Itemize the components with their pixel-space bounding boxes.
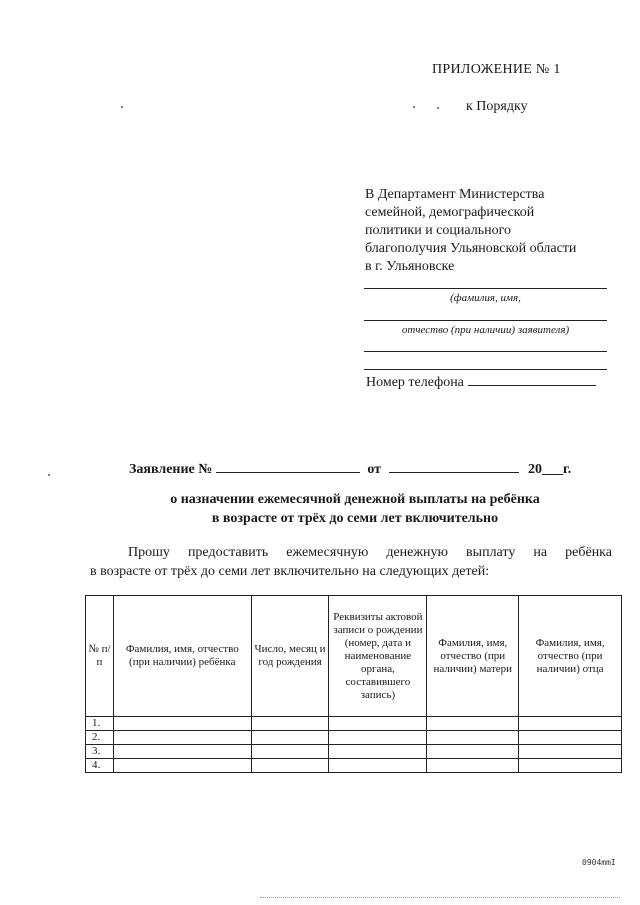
table-cell[interactable] [113, 731, 251, 745]
table-cell[interactable] [251, 717, 329, 731]
header-mother-name: Фамилия, имя, отчество (при наличии) матери [427, 596, 519, 717]
appendix-title: ПРИЛОЖЕНИЕ № 1 [432, 62, 561, 77]
applicant-extra-field[interactable] [364, 351, 607, 352]
table-cell[interactable] [329, 731, 427, 745]
appendix-reference: к Порядку [466, 99, 528, 114]
header-father-name: Фамилия, имя, отчество (при наличии) отца [519, 596, 622, 717]
table-row [86, 717, 622, 731]
row-number: 3. [86, 745, 114, 759]
application-number-field[interactable] [216, 460, 360, 473]
table-header-row [86, 596, 622, 717]
table-cell[interactable] [329, 717, 427, 731]
applicant-extra-field[interactable] [364, 369, 607, 370]
header-child-name: Фамилия, имя, отчество (при наличии) ребёнка [113, 596, 251, 717]
row-number: 2. [86, 731, 114, 745]
table-row [86, 731, 622, 745]
table-cell[interactable] [427, 745, 519, 759]
patronymic-caption: отчество (при наличии) заявителя) [401, 324, 570, 336]
table-row [86, 759, 622, 773]
scan-dot [121, 106, 123, 108]
table-cell[interactable] [251, 745, 329, 759]
address-line: политики и социального [365, 223, 511, 238]
application-subject [90, 490, 620, 528]
scan-artifact [260, 897, 620, 900]
address-line: В Департамент Министерства [365, 187, 545, 202]
scan-dot [48, 474, 50, 476]
table-cell[interactable] [113, 759, 251, 773]
table-cell[interactable] [427, 731, 519, 745]
header-num: № п/п [86, 596, 114, 717]
application-year: 20___г. [528, 462, 572, 477]
phone-field[interactable] [468, 373, 596, 386]
table-cell[interactable] [427, 759, 519, 773]
application-title [129, 460, 571, 478]
table-cell[interactable] [519, 745, 622, 759]
table-cell[interactable] [519, 759, 622, 773]
table-cell[interactable] [251, 731, 329, 745]
subject-line: в возрасте от трёх до семи лет включительно [211, 511, 499, 526]
applicant-patronymic-field[interactable] [364, 320, 607, 321]
application-number-label: Заявление № [129, 462, 213, 477]
application-body [90, 543, 612, 581]
row-number: 1. [86, 717, 114, 731]
address-line: в г. Ульяновске [365, 259, 455, 274]
recipient-address [365, 186, 615, 276]
scan-dot [437, 107, 439, 109]
body-line: в возрасте от трёх до семи лет включительно на следующих детей: [90, 564, 490, 579]
phone-label: Номер телефона [366, 375, 464, 390]
table-cell[interactable] [113, 745, 251, 759]
body-line: Прошу предоставить ежемесячную денежную выплату на ребёнка [128, 545, 612, 560]
subject-line: о назначении ежемесячной денежной выплаты на ребёнка [170, 492, 540, 507]
applicant-name-field[interactable] [364, 288, 607, 289]
children-table [85, 595, 622, 773]
table-cell[interactable] [427, 717, 519, 731]
header-birth-record: Реквизиты актовой записи о рождении (номер, дата и наименование органа, составившего запись) [329, 596, 427, 717]
header-birth-date: Число, месяц и год рождения [251, 596, 329, 717]
name-caption: (фамилия, имя, [450, 292, 521, 304]
address-line: семейной, демографической [365, 205, 535, 220]
application-date-label: от [367, 462, 382, 477]
row-number: 4. [86, 759, 114, 773]
table-cell[interactable] [329, 759, 427, 773]
table-cell[interactable] [329, 745, 427, 759]
table-row [86, 745, 622, 759]
table-cell[interactable] [113, 717, 251, 731]
scan-dot [413, 106, 415, 108]
table-cell[interactable] [251, 759, 329, 773]
table-cell[interactable] [519, 717, 622, 731]
document-code: 0904mmI [582, 858, 616, 867]
application-date-field[interactable] [389, 460, 519, 473]
address-line: благополучия Ульяновской области [365, 241, 577, 256]
table-cell[interactable] [519, 731, 622, 745]
phone-row [366, 373, 596, 391]
